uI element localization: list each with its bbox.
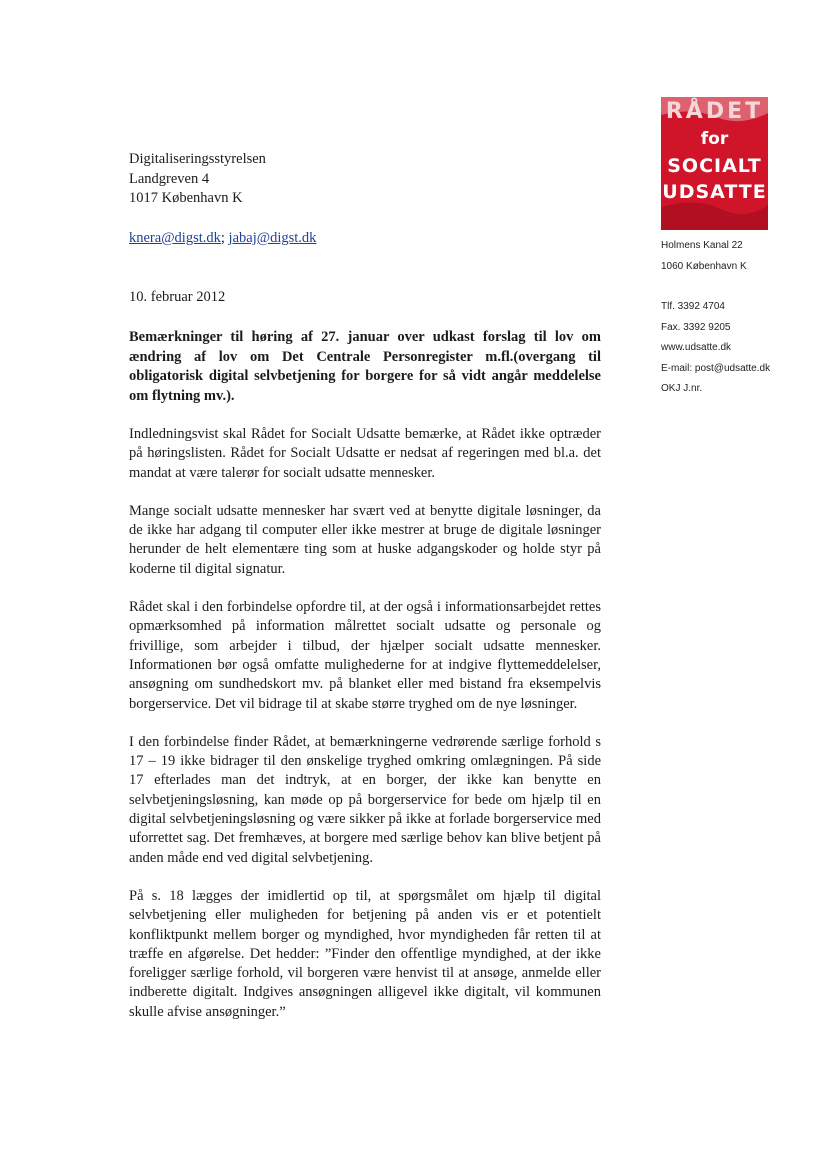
logo-line-udsatte: UDSATTE: [662, 181, 767, 203]
sender-reference: OKJ J.nr.: [661, 383, 703, 394]
body-paragraph: Mange socialt udsatte mennesker har svært ved at benytte digitale løsninger, da de ikke har adgang til computer eller ikke mestrer at bruge de digitale løsninger herunder de helt elementære ting som at huske adgangskoder og holde styr på koderne til digital signatur.: [129, 502, 601, 577]
letter-subject: Bemærkninger til høring af 27. januar over udkast forslag til lov om ændring af lov om Det Centrale Personregister m.fl.(overgang til obligatorisk digital selvbetjening for borgere for så vidt angår meddelelse om flytning mv.).: [129, 329, 601, 404]
body-paragraph: Indledningsvist skal Rådet for Socialt Udsatte bemærke, at Rådet ikke optræder på høringslisten. Rådet for Socialt Udsatte er nedsat af regeringen med bl.a. det mandat at være talerør for socialt udsatte mennesker.: [129, 426, 601, 481]
sender-address-street: Holmens Kanal 22: [661, 240, 743, 251]
sender-website: www.udsatte.dk: [661, 342, 732, 353]
sender-fax: Fax. 3392 9205: [661, 321, 731, 333]
email-link-jabaj[interactable]: jabaj@digst.dk: [228, 230, 317, 246]
sender-phone: Tlf. 3392 4704: [661, 301, 725, 312]
recipient-name: Digitaliseringsstyrelsen: [129, 151, 266, 167]
email-link-knera[interactable]: knera@digst.dk: [129, 230, 221, 246]
logo-line-socialt: SOCIALT: [667, 155, 762, 177]
letter-date: 10. februar 2012: [129, 289, 226, 305]
logo-line-raadet: RÅDET: [665, 99, 764, 124]
recipient-city: 1017 København K: [129, 190, 243, 206]
email-separator: ;: [220, 230, 229, 246]
body-paragraph: På s. 18 lægges der imidlertid op til, at spørgsmålet om hjælp til digital selvbetjening eller muligheden for betjening på anden vis er et potentielt konfliktpunkt mellem borger og myndighed, hvor myndigheden får retten til at træffe en afgørelse. Det hedder: ”Finder den offentlige myndighed, at der ikke foreligger særlige forhold, vil borgeren være henvist til at ansøge, anmelde eller indberette digitalt. Indgives ansøgningen alligevel ikke digitalt, vil kommunen skulle afvise ansøgninger.”: [129, 887, 601, 1020]
sender-email: E-mail: post@udsatte.dk: [661, 362, 771, 374]
letter-body: [129, 425, 601, 1041]
raadet-for-socialt-udsatte-logo: [661, 97, 768, 230]
logo-line-for: for: [700, 129, 729, 149]
recipient-emails: [129, 229, 316, 248]
recipient-street: Landgreven 4: [129, 170, 210, 187]
sender-contact-block: [661, 236, 770, 400]
body-paragraph: Rådet skal i den forbindelse opfordre til, at der også i informationsarbejdet rettes opmærksomhed på information målrettet socialt udsatte og personale og frivillige, som arbejder i tilbud, der hjælper socialt udsatte mennesker. Informationen bør også omfatte mulighederne for at indgive flyttemeddelelser, ansøgning om sundhedskort mv. på blanket eller med bistand fra eksempelvis borgerservice. Det vil bidrage til at skabe større tryghed om de nye løsninger.: [129, 599, 601, 712]
recipient-address: [129, 150, 266, 209]
body-paragraph: I den forbindelse finder Rådet, at bemærkningerne vedrørende særlige forhold s 17 – 19 ikke bidrager til den ønskelige tryghed omkring omlægningen. På side 17 efterlades man det indtryk, at en borger, der ikke kan benytte en selvbetjeningsløsning, kan møde op på borgerservice for bede om hjælp til en digital selvbetjeningsløsning og være sikker på ikke at forlade borgerservice med uforrettet sag. Det fremhæves, at borgere med særlige behov kan blive betjent på anden måde end ved digital selvbetjening.: [129, 733, 601, 866]
sender-address-city: 1060 København K: [661, 260, 747, 272]
